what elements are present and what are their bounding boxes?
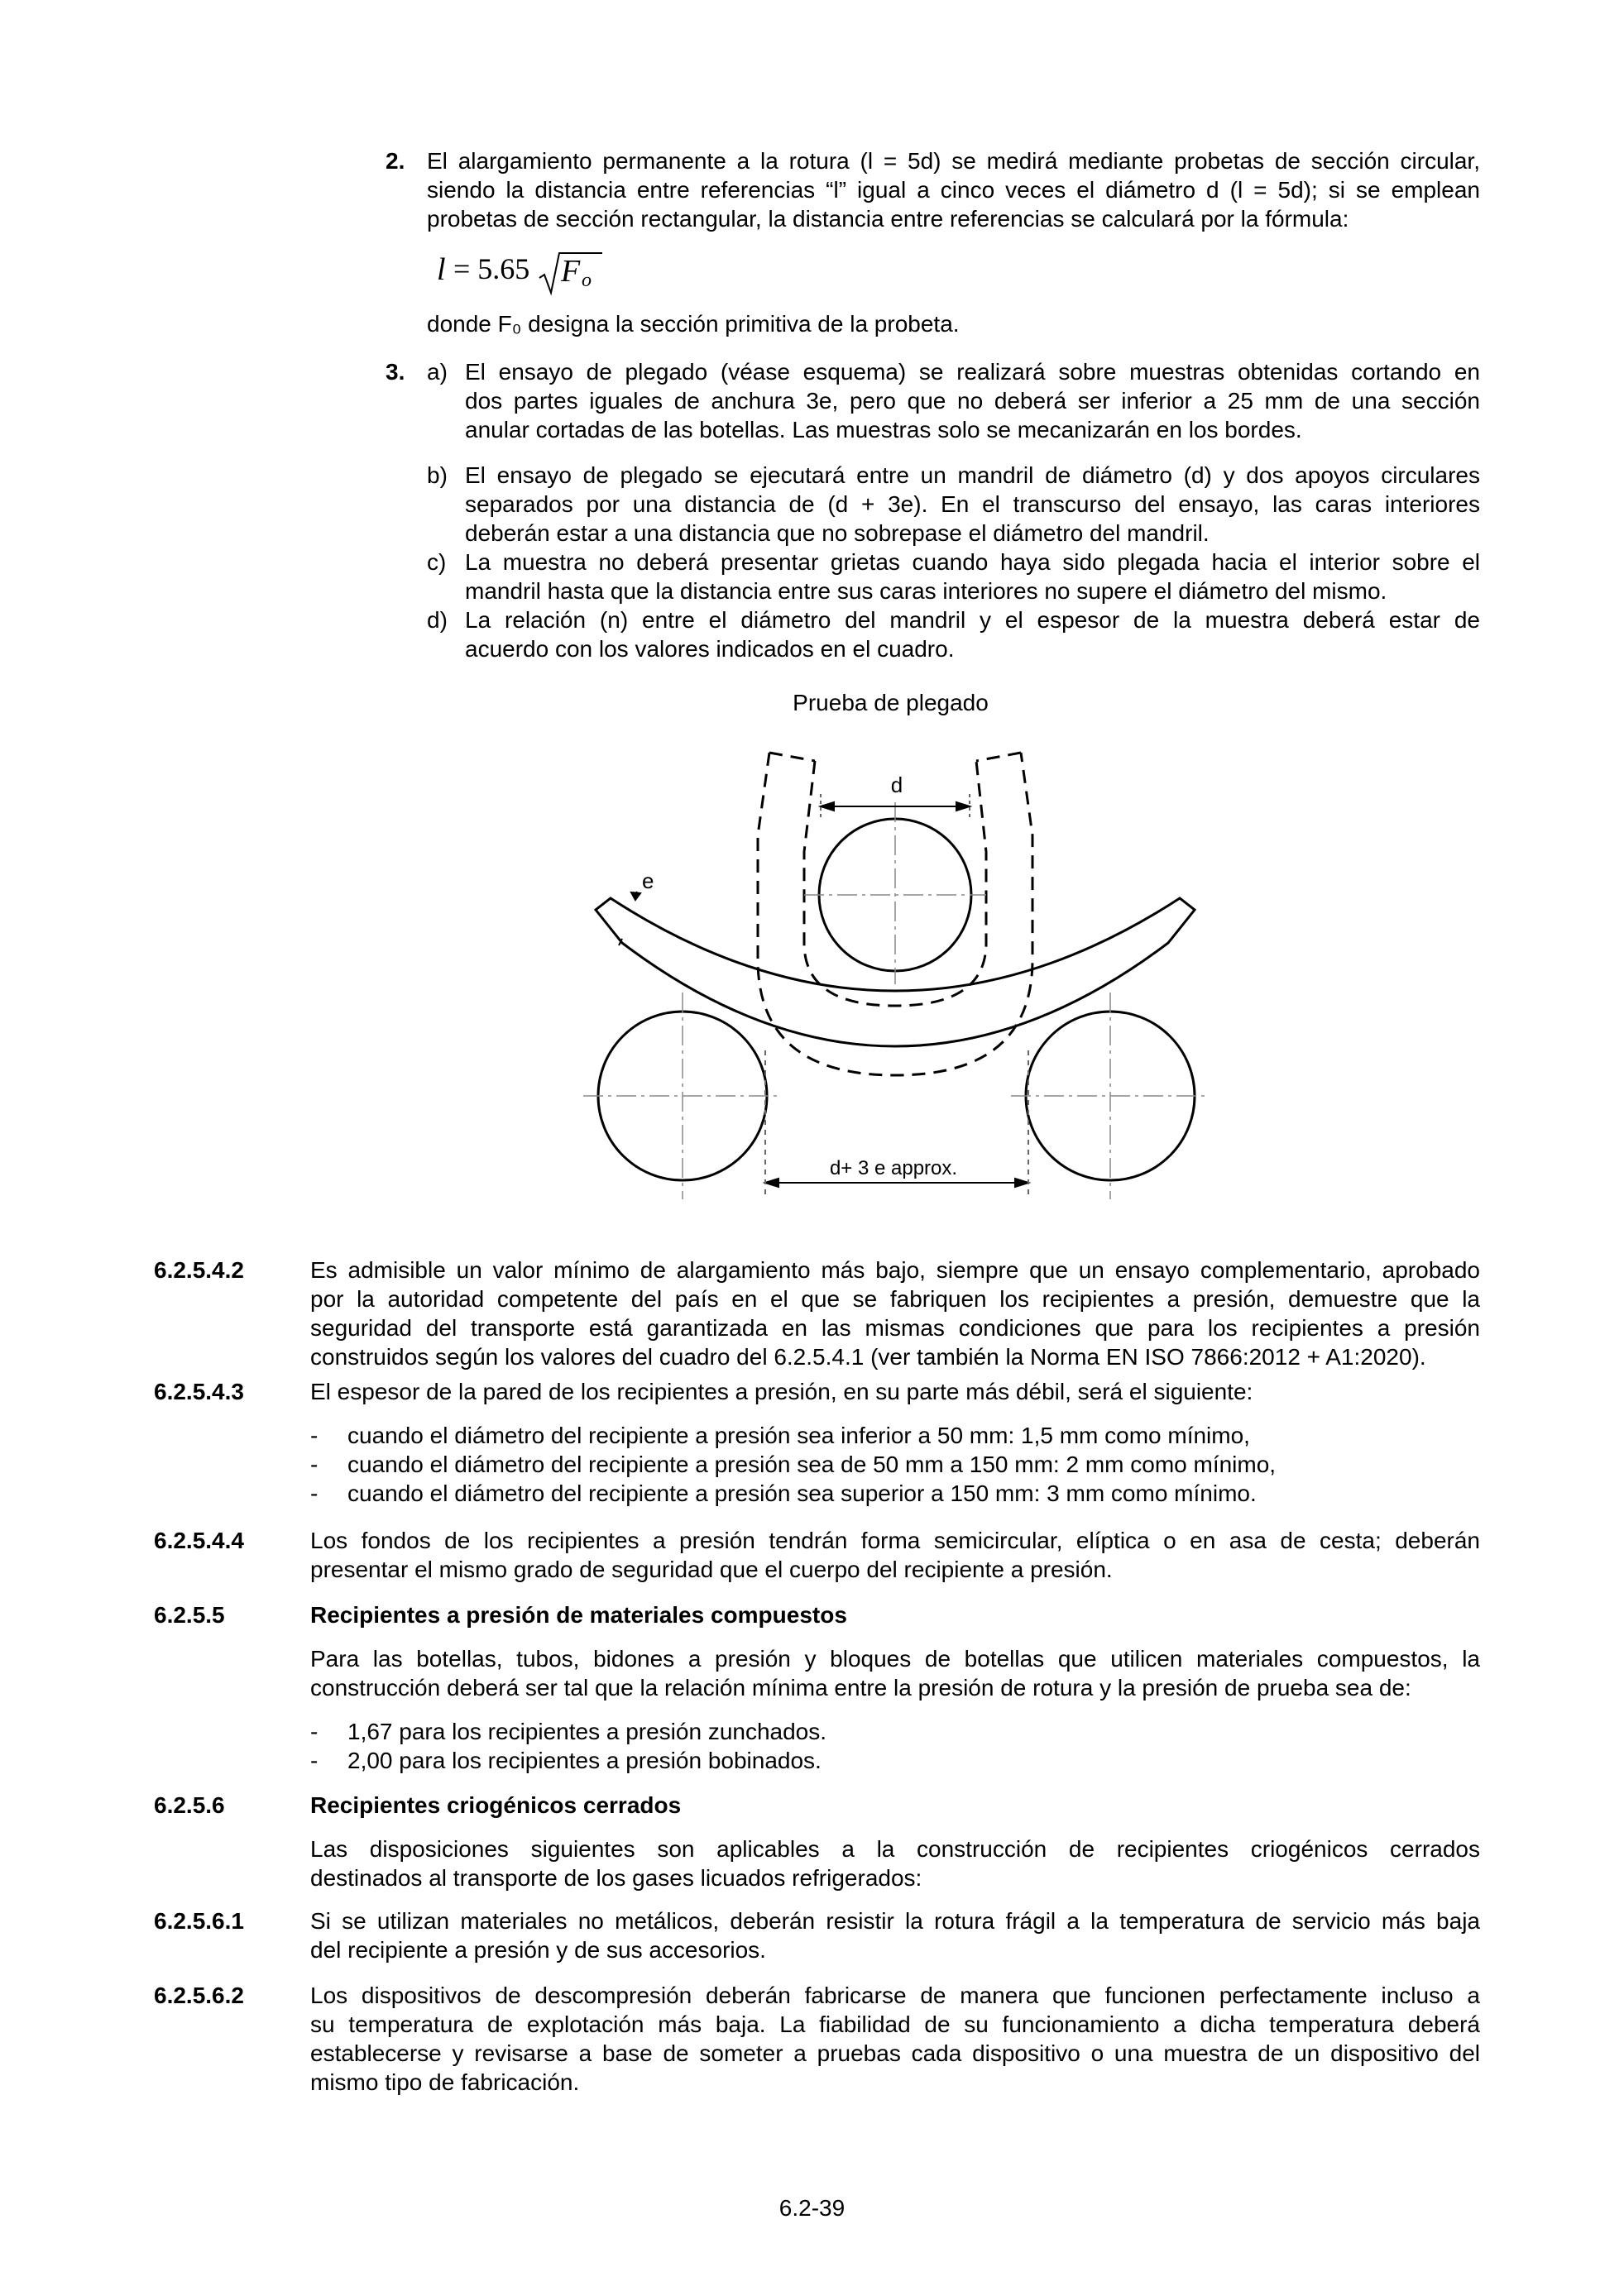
item-3a-label: a) <box>427 359 448 385</box>
section-line: Es admisible un valor mínimo de alargamiento más bajo, siempre que un ensayo complementario, aprobado <box>310 1257 1480 1283</box>
item-3a-line-1: El ensayo de plegado (véase esquema) se realizará sobre muestras obtenidas cortando en <box>465 359 1480 385</box>
label-span: d+ 3 e approx. <box>829 1157 958 1179</box>
item-3a-line-2: dos partes iguales de anchura 3e, pero que no deberá ser inferior a 25 mm de una sección <box>465 388 1480 414</box>
formula-var: F <box>561 254 581 289</box>
item-3c-label: c) <box>427 549 447 575</box>
section-number: 6.2.5.6 <box>154 1792 225 1818</box>
section-number: 6.2.5.6.2 <box>154 1983 244 2008</box>
label-d: d <box>890 773 903 797</box>
page-number: 6.2-39 <box>778 2195 846 2221</box>
item-3b-label: b) <box>427 462 448 488</box>
bullet-dash: - <box>310 1719 319 1744</box>
section-line: Para las botellas, tubos, bidones a presión y bloques de botellas que utilicen materiales compuestos, la <box>310 1646 1480 1672</box>
section-line: Si se utilizan materiales no metálicos, deberán resistir la rotura frágil a la temperatura de servicio más baja <box>310 1908 1480 1934</box>
item-3d-label: d) <box>427 607 448 633</box>
section-number: 6.2.5.6.1 <box>154 1908 244 1934</box>
bullet-dash: - <box>310 1748 319 1773</box>
item-2-line-2: siendo la distancia entre referencias “l” igual a cinco veces el diámetro d (l = 5d); si se emplean <box>427 177 1480 203</box>
item-3c-line-2: mandril hasta que la distancia entre sus caras interiores no supere el diámetro del mismo. <box>465 578 1387 604</box>
section-line: establecerse y revisarse a base de someter a pruebas cada dispositivo o una muestra de un dispositivo del <box>310 2040 1480 2066</box>
section-line: El espesor de la pared de los recipientes a presión, en su parte más débil, será el siguiente: <box>310 1379 1253 1404</box>
formula-lhs: l <box>437 252 446 287</box>
item-2-line-1: El alargamiento permanente a la rotura (l = 5d) se medirá mediante probetas de sección circular, <box>427 148 1480 174</box>
section-number: 6.2.5.4.3 <box>154 1379 244 1404</box>
section-number: 6.2.5.5 <box>154 1602 225 1628</box>
formula <box>437 248 685 298</box>
section-heading: Recipientes criogénicos cerrados <box>310 1792 682 1818</box>
item-2-line-3: probetas de sección rectangular, la distancia entre referencias se calculará por la fórmula: <box>427 206 1349 232</box>
bend-test-diagram <box>0 736 1624 1249</box>
item-2-number: 2. <box>386 148 405 174</box>
section-number: 6.2.5.4.2 <box>154 1257 244 1283</box>
bullet-dash: - <box>310 1480 319 1506</box>
item-3a-line-3: anular cortadas de las botellas. Las muestras solo se mecanizarán en los bordes. <box>465 417 1302 442</box>
section-line: su temperatura de explotación más baja. La fiabilidad de su funcionamiento a dicha temperatura deberá <box>310 2011 1480 2037</box>
bullet-item: cuando el diámetro del recipiente a presión sea de 50 mm a 150 mm: 2 mm como mínimo, <box>347 1452 1277 1477</box>
section-line: del recipiente a presión y de sus accesorios. <box>310 1937 766 1963</box>
formula-eq: = 5.65 <box>453 252 530 285</box>
item-3c-line-1: La muestra no deberá presentar grietas cuando haya sido plegada hacia el interior sobre el <box>465 549 1480 575</box>
section-line: Las disposiciones siguientes son aplicables a la construcción de recipientes criogénicos cerrados <box>310 1836 1480 1862</box>
bullet-dash: - <box>310 1452 319 1477</box>
section-line: Los dispositivos de descompresión deberán fabricarse de manera que funcionen perfectamente incluso a <box>310 1983 1480 2008</box>
item-3b-line-3: deberán estar a una distancia que no sobrepase el diámetro del mandril. <box>465 520 1210 546</box>
item-3-number: 3. <box>386 359 405 385</box>
section-heading: Recipientes a presión de materiales compuestos <box>310 1602 847 1628</box>
item-3d-line-2: acuerdo con los valores indicados en el cuadro. <box>465 636 955 662</box>
figure-title: Prueba de plegado <box>793 690 989 715</box>
bullet-item: cuando el diámetro del recipiente a presión sea superior a 150 mm: 3 mm como mínimo. <box>347 1480 1257 1506</box>
item-3b-line-1: El ensayo de plegado se ejecutará entre un mandril de diámetro (d) y dos apoyos circulares <box>465 462 1480 488</box>
item-3d-line-1: La relación (n) entre el diámetro del mandril y el espesor de la muestra deberá estar de <box>465 607 1480 633</box>
section-line: Los fondos de los recipientes a presión tendrán forma semicircular, elíptica o en asa de cesta; deberán <box>310 1528 1480 1553</box>
bullet-item: 2,00 para los recipientes a presión bobinados. <box>347 1748 822 1773</box>
section-line: construcción deberá ser tal que la relación mínima entre la presión de rotura y la presión de prueba sea de: <box>310 1675 1411 1700</box>
section-line: por la autoridad competente del país en el que se fabriquen los recipientes a presión, demuestre que la <box>310 1286 1480 1312</box>
label-e: e <box>642 868 654 893</box>
bullet-dash: - <box>310 1423 319 1448</box>
item-3b-line-2: separados por una distancia de (d + 3e). En el transcurso del ensayo, las caras interiores <box>465 491 1480 517</box>
section-line: presentar el mismo grado de seguridad que el cuerpo del recipiente a presión. <box>310 1557 1113 1582</box>
item-2-after: donde F₀ designa la sección primitiva de la probeta. <box>427 311 960 337</box>
formula-sub: o <box>582 270 592 291</box>
section-number: 6.2.5.4.4 <box>154 1528 244 1553</box>
bullet-item: cuando el diámetro del recipiente a presión sea inferior a 50 mm: 1,5 mm como mínimo, <box>347 1423 1250 1448</box>
section-line: construidos según los valores del cuadro del 6.2.5.4.1 (ver también la Norma EN ISO 7866:2012 + A1:2020). <box>310 1344 1426 1370</box>
section-line: mismo tipo de fabricación. <box>310 2069 580 2095</box>
bullet-item: 1,67 para los recipientes a presión zunchados. <box>347 1719 827 1744</box>
section-line: destinados al transporte de los gases licuados refrigerados: <box>310 1865 922 1891</box>
section-line: seguridad del transporte está garantizada en las mismas condiciones que para los recipientes a presión <box>310 1315 1480 1341</box>
